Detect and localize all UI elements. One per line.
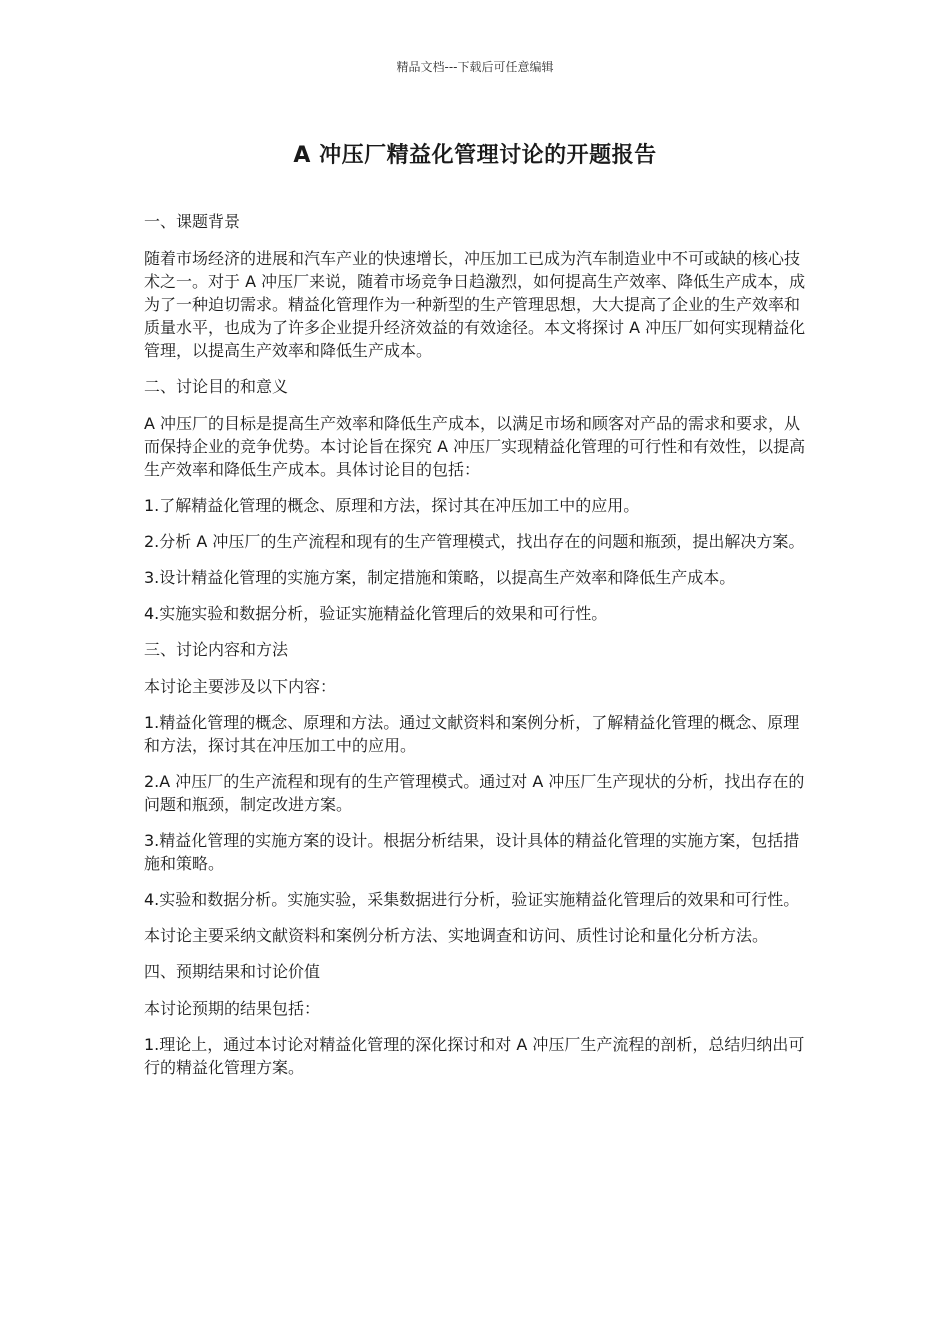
list-item: 2.A 冲压厂的生产流程和现有的生产管理模式。通过对 A 冲压厂生产现状的分析，找出存在的问题和瓶颈，制定改进方案。 [144, 772, 805, 814]
document-body [144, 210, 806, 1092]
section-heading: 二、讨论目的和意义 [144, 377, 289, 396]
paragraph: A 冲压厂的目标是提高生产效率和降低生产成本，以满足市场和顾客对产品的需求和要求，从而保持企业的竞争优势。本讨论旨在探究 A 冲压厂实现精益化管理的可行性和有效性，以提高生产效率和降低生产成本。具体讨论目的包括： [144, 414, 806, 479]
section-heading: 三、讨论内容和方法 [144, 640, 289, 659]
paragraph: 本讨论主要采纳文献资料和案例分析方法、实地调查和访问、质性讨论和量化分析方法。 [144, 926, 769, 945]
list-item: 4.实验和数据分析。实施实验，采集数据进行分析，验证实施精益化管理后的效果和可行性。 [144, 890, 800, 909]
paragraph: 本讨论预期的结果包括： [144, 999, 321, 1018]
paragraph: 本讨论主要涉及以下内容： [144, 677, 337, 696]
list-item: 1.了解精益化管理的概念、原理和方法，探讨其在冲压加工中的应用。 [144, 496, 640, 515]
list-item: 3.精益化管理的实施方案的设计。根据分析结果，设计具体的精益化管理的实施方案，包括措施和策略。 [144, 831, 800, 873]
section-heading: 一、课题背景 [144, 212, 241, 231]
list-item: 1.理论上，通过本讨论对精益化管理的深化探讨和对 A 冲压厂生产流程的剖析，总结归纳出可行的精益化管理方案。 [144, 1035, 805, 1077]
list-item: 4.实施实验和数据分析，验证实施精益化管理后的效果和可行性。 [144, 604, 608, 623]
document-title: A 冲压厂精益化管理讨论的开题报告 [293, 143, 657, 168]
list-item: 2.分析 A 冲压厂的生产流程和现有的生产管理模式，找出存在的问题和瓶颈，提出解决方案。 [144, 532, 805, 551]
section-heading: 四、预期结果和讨论价值 [144, 962, 321, 981]
paragraph: 随着市场经济的进展和汽车产业的快速增长，冲压加工已成为汽车制造业中不可或缺的核心技术之一。对于 A 冲压厂来说，随着市场竞争日趋激烈，如何提高生产效率、降低生产成本，成为了一种迫切需求。精益化管理作为一种新型的生产管理思想，大大提高了企业的生产效率和质量水平，也成为了许多企业提升经济效益的有效途径。本文将探讨 A 冲压厂如何实现精益化管理，以提高生产效率和降低生产成本。 [144, 249, 806, 360]
list-item: 1.精益化管理的概念、原理和方法。通过文献资料和案例分析，了解精益化管理的概念、原理和方法，探讨其在冲压加工中的应用。 [144, 713, 800, 755]
list-item: 3.设计精益化管理的实施方案，制定措施和策略，以提高生产效率和降低生产成本。 [144, 568, 736, 587]
header-note: 精品文档---下载后可任意编辑 [396, 60, 554, 74]
